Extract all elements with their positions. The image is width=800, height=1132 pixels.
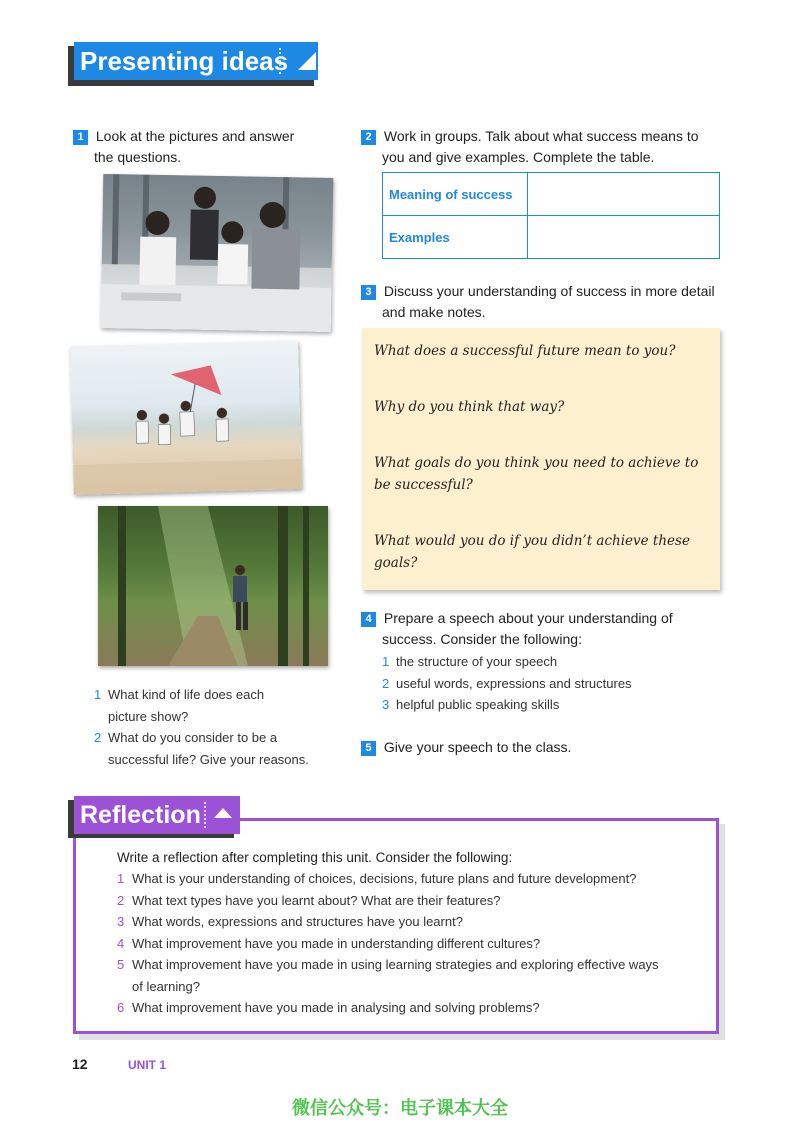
list-item: 4 What improvement have you made in understanding different cultures? <box>117 935 541 951</box>
table-header-cell: Meaning of success <box>383 173 528 216</box>
notes-card <box>362 328 720 590</box>
header-divider <box>204 802 206 828</box>
list-item: 1 What is your understanding of choices, decisions, future plans and future development? <box>117 871 637 886</box>
task2-instruction: 2 Work in groups. Talk about what success means to you and give examples. Complete the table. <box>361 126 699 168</box>
unit-label: UNIT 1 <box>128 1058 167 1072</box>
reflection-title: Reflection <box>80 801 201 829</box>
reflection-header <box>74 796 240 834</box>
task1-questions <box>94 684 309 770</box>
task4-instruction: 4 Prepare a speech about your understanding of success. Consider the following: <box>361 608 673 650</box>
list-item: 2 What do you consider to be a <box>94 730 278 745</box>
photo-business-meeting <box>101 174 334 332</box>
table-row <box>383 173 720 216</box>
page-number: 12 <box>72 1056 88 1072</box>
task4-list <box>382 651 632 716</box>
list-item-continued: picture show? <box>108 708 189 724</box>
table-input-cell[interactable] <box>528 173 720 216</box>
reflection-intro: Write a reflection after completing this unit. Consider the following: <box>117 850 513 865</box>
note-question: What does a successful future mean to you? <box>374 343 676 359</box>
list-item-continued: successful life? Give your reasons. <box>108 751 309 767</box>
triangle-up-icon <box>214 808 232 818</box>
task-number-badge: 1 <box>73 130 88 145</box>
list-item: 3 helpful public speaking skills <box>382 697 560 712</box>
list-item: 5 What improvement have you made in using learning strategies and exploring effective ways <box>117 957 659 972</box>
list-item: 1 the structure of your speech <box>382 654 558 669</box>
note-question: What goals do you think you need to achieve to be successful? <box>374 455 699 493</box>
list-item: 2 useful words, expressions and structures <box>382 675 632 691</box>
task-number-badge: 3 <box>361 285 376 300</box>
photo-family-beach <box>70 341 302 495</box>
note-question: What would you do if you didn’t achieve these goals? <box>374 533 690 571</box>
task3-instruction: 3 Discuss your understanding of success in more detail and make notes. <box>361 281 715 323</box>
header-divider <box>279 48 281 74</box>
task-number-badge: 4 <box>361 612 376 627</box>
note-question: Why do you think that way? <box>374 399 565 415</box>
list-item-continued: of learning? <box>132 978 200 994</box>
task1-instruction: 1 Look at the pictures and answer the questions. <box>73 126 294 168</box>
task-number-badge: 2 <box>361 130 376 145</box>
watermark-text: 微信公众号：电子课本大全 <box>292 1098 508 1118</box>
table-row <box>383 216 720 259</box>
list-item: 3 What words, expressions and structures have you learnt? <box>117 914 463 929</box>
reflection-list <box>117 868 659 1019</box>
list-item: 2 What text types have you learnt about? What are their features? <box>117 892 501 908</box>
list-item: 6 What improvement have you made in analysing and solving problems? <box>117 1000 540 1015</box>
section-header <box>74 42 318 80</box>
table-input-cell[interactable] <box>528 216 720 259</box>
table-header-cell: Examples <box>383 216 528 259</box>
task-number-badge: 5 <box>361 741 376 756</box>
task5-instruction: 5 Give your speech to the class. <box>361 737 571 758</box>
corner-triangle-icon <box>298 52 316 70</box>
list-item: 1 What kind of life does each <box>94 687 265 702</box>
section-title: Presenting ideas <box>80 46 289 76</box>
success-table <box>382 172 720 259</box>
photo-forest-hiker <box>98 506 328 666</box>
